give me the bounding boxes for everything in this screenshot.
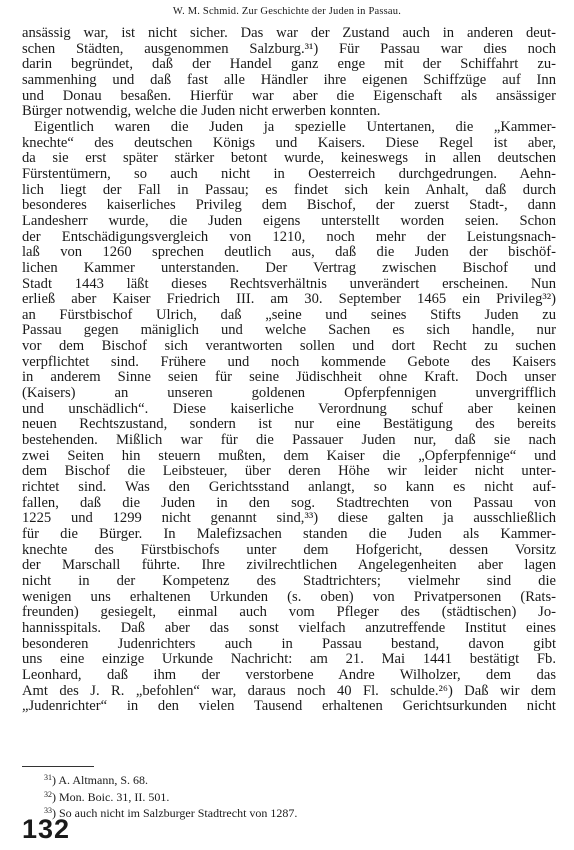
text-line: der Entschädigungsvergleich von 1210, noch mehr der Leistungsnach- xyxy=(22,228,556,245)
text-line: (Kaisers) an unseren goldenen Opferpfennigen unvergrifflich xyxy=(22,385,556,402)
text-line: Passau gegen mäniglich und welche Sachen es sich handle, nur xyxy=(22,322,556,339)
text-line: freunden) gesiegelt, einmal auch vom Pfleger des (städtischen) Jo- xyxy=(22,604,556,621)
text-line: und Donau besaßen. Hierfür war aber die Eigenschaft als ansässiger xyxy=(22,87,556,104)
text-line: lichen Kammer unterstanden. Der Vertrag zwischen Bischof und xyxy=(22,259,556,276)
footnote-divider xyxy=(22,766,94,767)
text-line: fallen, daß die Juden in den sog. Stadtrechten von Passau von xyxy=(22,494,556,511)
text-line: sammenhing und daß fast alle Händler ihre eigenen Schiffzüge auf Inn xyxy=(22,71,556,88)
footnote-number: 31 xyxy=(44,773,52,782)
text-line: Stadt 1443 läßt dieses Rechtsverhältnis unverändert erscheinen. Nun xyxy=(22,275,556,292)
footnote-text: ) A. Altmann, S. 68. xyxy=(52,773,149,787)
footnote xyxy=(44,772,297,789)
text-line: hannisspitals. Daß aber das sonst vielfach anzutreffende Institut eines xyxy=(22,619,556,636)
text-line: schen Städten, ausgenommen Salzburg.³¹) Für Passau war dies noch xyxy=(22,40,556,57)
text-line: lich liegt der Fall in Passau; es findet sich kein Anhalt, daß durch xyxy=(22,181,556,198)
text-line: da sie erst später stärker betont wurde, keineswegs in allen deutschen xyxy=(22,150,556,167)
text-line: Leonhard, daß ihm der verstorbene Andre Wilholzer, dem das xyxy=(22,666,556,683)
footnote-text: ) Mon. Boic. 31, II. 501. xyxy=(52,789,170,804)
footnote-number: 32 xyxy=(44,789,52,799)
text-line: besonderes kaiserliches Privileg dem Bischof, der zuerst Stadt-, dann xyxy=(22,197,556,214)
text-line: der Marschall führte. Ihre zivilrechtlichen Angelegenheiten aber lagen xyxy=(22,557,556,574)
body-text xyxy=(22,26,556,715)
text-line: darin begründet, daß der Handel ganz enge mit der Schiffahrt zu- xyxy=(22,56,556,73)
footnotes xyxy=(44,772,297,822)
text-line: vor dem Bischof sich verantworten sollen und dort Recht zu suchen xyxy=(22,338,556,355)
text-line: 1225 und 1299 nicht genannt sind,³³) diese galten ja ausschließlich xyxy=(22,510,556,527)
text-line: dem Bischof die Leibsteuer, über deren Höhe wir leider nicht unter- xyxy=(22,463,556,480)
text-line: wenigen uns erhaltenen Urkunden (s. oben) von Privatpersonen (Rats- xyxy=(22,588,556,605)
text-line: erließ aber Kaiser Friedrich III. am 30. September 1465 ein Privileg³²) xyxy=(22,291,556,308)
text-line: knechte des Fürstbischofs unter dem Hofgericht, dessen Vorsitz xyxy=(22,541,556,558)
text-line: verpflichtet sind. Frühere und noch kommende Gebote des Kaisers xyxy=(22,353,556,370)
page-number: 132 xyxy=(22,814,71,844)
footnote-text: ) So auch nicht im Salzburger Stadtrecht von 1287. xyxy=(52,806,298,820)
text-line: und unschädlich“. Diese kaiserliche Verordnung schuf aber keinen xyxy=(22,400,556,417)
text-line: Amt des J. R. „befohlen“ war, daraus noch 40 Fl. schulde.²⁶) Daß wir dem xyxy=(22,682,556,699)
running-head: W. M. Schmid. Zur Geschichte der Juden in Passau. xyxy=(172,6,402,17)
text-line: ansässig war, ist nicht sicher. Das war der Zustand auch in anderen deut- xyxy=(22,25,556,41)
footnote-number: 33 xyxy=(44,806,52,815)
text-line: richtet sind. Was den Gerichtsstand anlangt, so kann es nicht auf- xyxy=(22,479,556,496)
text-line: in anderem Sinne seien für seine Jüdischheit ohne Kraft. Doch unser xyxy=(22,369,556,386)
text-line: an Fürstbischof Ulrich, daß „seine und seines Stifts Juden zu xyxy=(22,306,556,323)
text-line: neuen Rechtszustand, sondern ist nur eine Bestätigung des bereits xyxy=(22,416,556,433)
paragraph-1 xyxy=(22,26,556,120)
paragraph-2 xyxy=(22,120,556,715)
footnote xyxy=(44,805,297,822)
text-line: besonderen Judenrichters auch in Passau bestand, davon gibt xyxy=(22,635,556,652)
text-line: „Judenrichter“ in den vielen Tausend erhaltenen Gerichtsurkunden nicht xyxy=(22,698,556,715)
text-line: uns eine einzige Urkunde Nachricht: am 21. Mai 1441 bestätigt Fb. xyxy=(22,651,556,668)
text-line: für die Bürger. In Malefizsachen standen die Juden als Kammer- xyxy=(22,526,556,542)
text-line: nicht in der Kompetenz des Stadtrichters; vielmehr sind die xyxy=(22,572,556,589)
text-line: zwei Seiten hin steuern mußten, dem Kaiser die „Opferpfennige“ und xyxy=(22,447,556,464)
text-line: Eigentlich waren die Juden ja spezielle Untertanen, die „Kammer- xyxy=(34,118,556,135)
text-line: Bürger notwendig, welche die Juden nicht erwerben konnten. xyxy=(22,103,381,120)
footnote xyxy=(44,789,297,806)
text-line: Landesherr wurde, die Juden eigens unterstellt worden seien. Schon xyxy=(22,212,556,229)
text-line: bestehenden. Mißlich war für die Passauer Juden nur, daß sie nach xyxy=(22,432,556,449)
text-line: Fürstentümern, so auch nicht in Oesterreich durchgedrungen. Aehn- xyxy=(22,165,556,182)
text-line: knechte“ des deutschen Königs und Kaisers. Diese Regel ist aber, xyxy=(22,134,556,151)
text-line: laß von 1260 sprechen deutlich aus, daß die Juden der bischöf- xyxy=(22,244,556,261)
